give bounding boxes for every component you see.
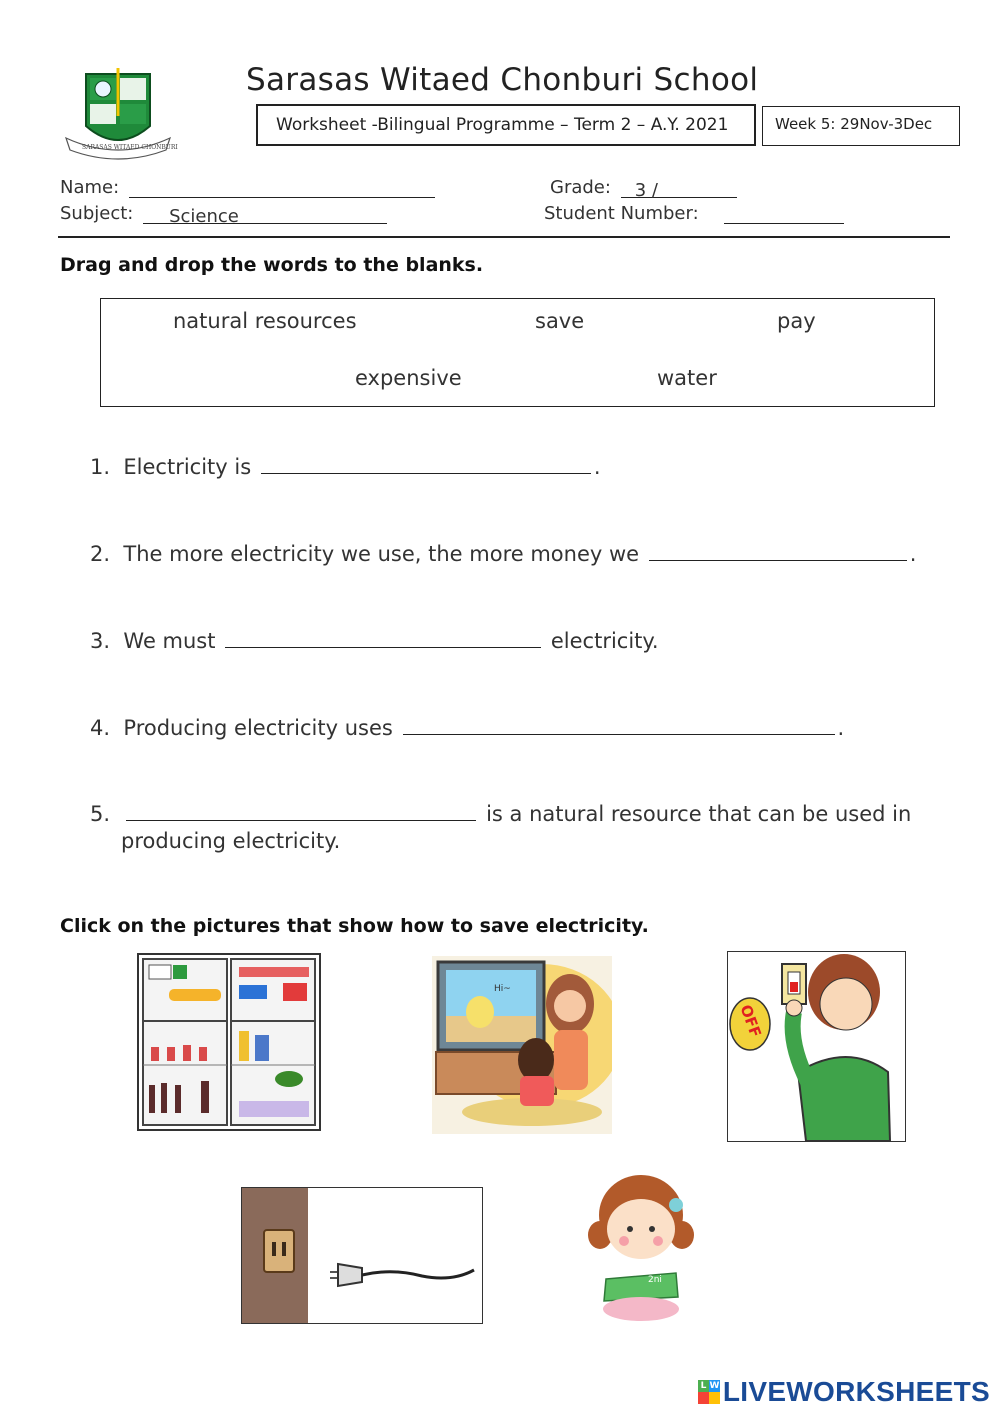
- book-text: 2ni: [648, 1275, 662, 1285]
- question-5: 5. is a natural resource that can be used in: [90, 802, 912, 826]
- name-row: [60, 177, 435, 198]
- word-water[interactable]: water: [657, 366, 717, 390]
- badge-l: L: [698, 1380, 709, 1392]
- word-save[interactable]: save: [535, 309, 585, 333]
- question-2: 2. The more electricity we use, the more money we .: [90, 542, 917, 566]
- school-logo: [56, 66, 180, 168]
- subject-value: Science: [143, 206, 387, 224]
- question-3: 3. We must electricity.: [90, 629, 659, 653]
- picture-unplugged[interactable]: [241, 1187, 483, 1324]
- blank-1[interactable]: [261, 453, 591, 474]
- picture-open-fridge[interactable]: [137, 953, 321, 1131]
- blank-3[interactable]: [225, 627, 541, 648]
- instruction-drag: Drag and drop the words to the blanks.: [60, 254, 484, 276]
- student-number-label: Student Number:: [544, 203, 699, 224]
- word-bank: [100, 298, 935, 407]
- question-1: 1. Electricity is .: [90, 455, 601, 479]
- word-natural-resources[interactable]: natural resources: [173, 309, 357, 333]
- grade-row: [550, 177, 737, 201]
- badge-w: W: [709, 1381, 720, 1391]
- logo-text: SARASAS WITAED CHONBURI: [82, 144, 178, 151]
- blank-4[interactable]: [403, 714, 835, 735]
- school-name: Sarasas Witaed Chonburi School: [246, 62, 759, 98]
- name-label: Name:: [60, 177, 120, 198]
- instruction-click: Click on the pictures that show how to save electricity.: [60, 915, 649, 937]
- grade-label: Grade:: [550, 177, 611, 198]
- name-blank[interactable]: [129, 179, 435, 198]
- footer-brand: LIVEWORKSHEETS: [722, 1376, 990, 1407]
- student-number-row: [544, 203, 844, 224]
- header-divider: [58, 236, 950, 238]
- question-4: 4. Producing electricity uses .: [90, 716, 845, 740]
- word-pay[interactable]: pay: [777, 309, 816, 333]
- week-label: Week 5: 29Nov-3Dec: [762, 106, 960, 146]
- blank-2[interactable]: [649, 540, 907, 561]
- blank-5[interactable]: [126, 800, 476, 821]
- subject-label: Subject:: [60, 203, 134, 224]
- word-expensive[interactable]: expensive: [355, 366, 462, 390]
- tv-text: Hi~: [494, 984, 511, 994]
- footer-badge: [698, 1380, 720, 1404]
- off-text: OFF: [736, 1002, 765, 1040]
- picture-reading-girl[interactable]: [586, 1169, 696, 1323]
- picture-watching-tv[interactable]: [432, 956, 612, 1134]
- question-5-line2: producing electricity.: [121, 829, 341, 853]
- student-number-blank[interactable]: [724, 205, 844, 224]
- worksheet-label: Worksheet -Bilingual Programme – Term 2 – A.Y. 2021: [256, 104, 756, 146]
- picture-switch-off[interactable]: [727, 951, 906, 1142]
- grade-value[interactable]: 3 /: [621, 180, 737, 198]
- subject-row: [60, 203, 387, 227]
